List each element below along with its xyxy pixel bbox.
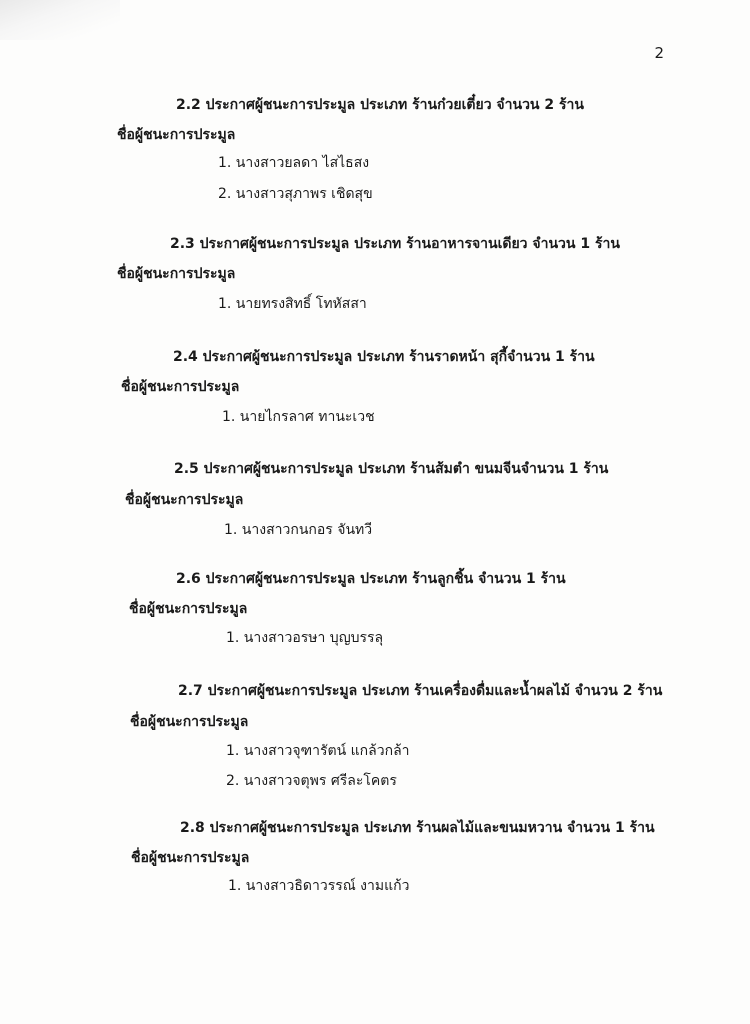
section-heading: 2.3 ประกาศผู้ชนะการประมูล ประเภท ร้านอาหารจานเดียว จำนวน 1 ร้าน [170,236,620,252]
section-heading: 2.2 ประกาศผู้ชนะการประมูล ประเภท ร้านก๋วยเตี๋ยว จำนวน 2 ร้าน [176,97,584,113]
winner-name: 1. นางสาวจุฑารัตน์ แกล้วกล้า [226,743,410,759]
section-heading: 2.8 ประกาศผู้ชนะการประมูล ประเภท ร้านผลไม้และขนมหวาน จำนวน 1 ร้าน [180,820,655,836]
winner-name: 1. นายทรงสิทธิ์ โทหัสสา [218,296,367,312]
winner-label: ชื่อผู้ชนะการประมูล [131,850,250,866]
winner-label: ชื่อผู้ชนะการประมูล [117,127,236,143]
winner-name: 1. นางสาวกนกอร จันทวี [224,522,373,538]
winner-label: ชื่อผู้ชนะการประมูล [121,379,240,395]
winner-label: ชื่อผู้ชนะการประมูล [117,266,236,282]
winner-label: ชื่อผู้ชนะการประมูล [129,601,248,617]
winner-name: 1. นางสาวธิดาวรรณ์ งามแก้ว [228,878,410,894]
winner-name: 2. นางสาวสุภาพร เชิดสุข [218,186,373,202]
winner-label: ชื่อผู้ชนะการประมูล [130,714,249,730]
section-heading: 2.7 ประกาศผู้ชนะการประมูล ประเภท ร้านเครื่องดื่มและน้ำผลไม้ จำนวน 2 ร้าน [178,683,663,699]
winner-name: 1. นายไกรลาศ ทานะเวช [222,409,375,425]
winner-name: 1. นางสาวยลดา ไสไธสง [218,155,370,171]
winner-name: 1. นางสาวอรษา บุญบรรลุ [226,630,384,646]
winner-name: 2. นางสาวจตุพร ศรีละโคตร [226,773,397,789]
section-heading: 2.4 ประกาศผู้ชนะการประมูล ประเภท ร้านราดหน้า สุกี้จำนวน 1 ร้าน [173,349,595,365]
page-number: 2 [654,44,664,62]
winner-label: ชื่อผู้ชนะการประมูล [125,492,244,508]
section-heading: 2.6 ประกาศผู้ชนะการประมูล ประเภท ร้านลูกชิ้น จำนวน 1 ร้าน [176,571,566,587]
scan-shadow [0,0,120,40]
section-heading: 2.5 ประกาศผู้ชนะการประมูล ประเภท ร้านส้มตำ ขนมจีนจำนวน 1 ร้าน [174,461,609,477]
